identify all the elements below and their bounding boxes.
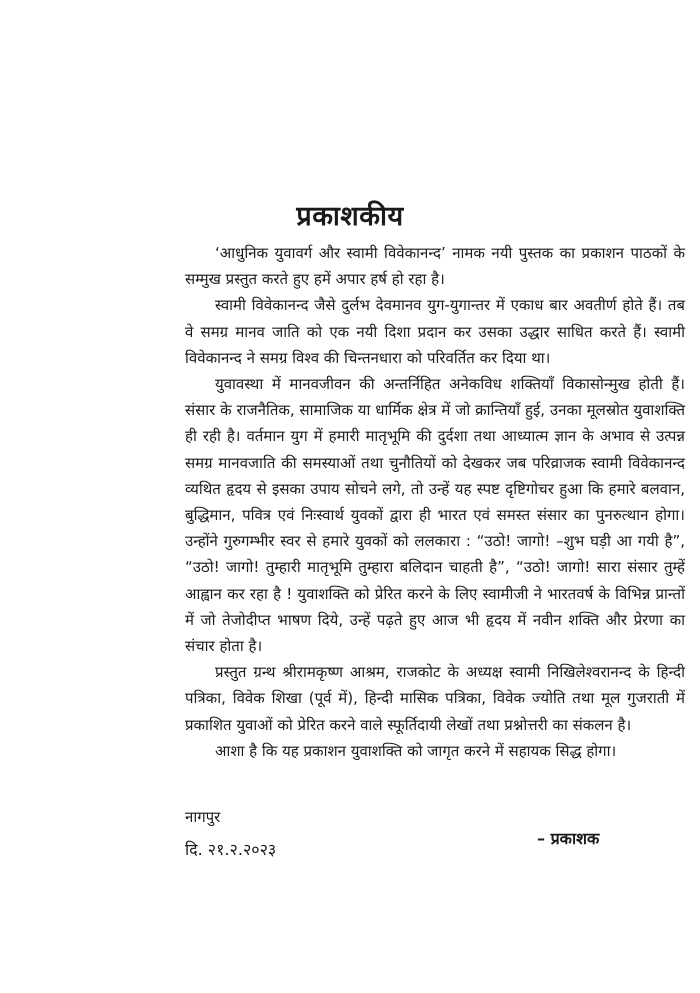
publisher-signature: – प्रकाशक — [537, 829, 600, 848]
paragraph-youth: युवावस्था में मानवजीवन की अन्तर्निहित अनेकविध शक्तियाँ विकासोन्मुख होती हैं। संसार के राजनैतिक, सामाजिक या धार्मिक क्षेत्र में जो क्रान्तियाँ हुई, उनका मूलस्रोत युवाशक्ति ही रही है। वर्तमान युग में हमारी मातृभूमि की दुर्दशा तथा आध्यात्म ज्ञान के अभाव से उत्पन्न समग्र मानवजाति की समस्याओं तथा चुनौतियों को देखकर जब परिव्राजक स्वामी विवेकानन्द व्यथित हृदय से इसका उपाय सोचने लगे, तो उन्हें यह स्पष्ट दृष्टिगोचर हुआ कि हमारे बलवान, बुद्धिमान, पवित्र एवं निःस्वार्थ युवकों द्वारा ही भारत एवं समस्त संसार का पुनरुत्थान होगा। उन्होंने गुरुगम्भीर स्वर से हमारे युवकों को ललकारा : “उठो! जागो! –शुभ घड़ी आ गयी है”, “उठो! जागो! तुम्हारी मातृभूमि तुम्हारा बलिदान चाहती है”, “उठो! जागो! सारा संसार तुम्हें आह्वान कर रहा है ! युवाशक्ति को प्रेरित करने के लिए स्वामीजी ने भारतवर्ष के विभिन्न प्रान्तों में जो तेजोदीप्त भाषण दिये, उन्हें पढ़ते हुए आज भी हृदय में नवीन शक्ति और प्रेरणा का संचार होता है। — [185, 375, 685, 656]
paragraph-closing: आशा है कि यह प्रकाशन युवाशक्ति को जागृत करने में सहायक सिद्ध होगा। — [215, 741, 617, 760]
date-row — [185, 829, 645, 867]
paragraph-intro: ‘आधुनिक युवावर्ग और स्वामी विवेकानन्द’ नामक नयी पुस्तक का प्रकाशन पाठकों के सम्मुख प्रस्तुत करते हुए हमें अपार हर्ष हो रहा है। — [185, 244, 685, 289]
paragraph-vivekananda: स्वामी विवेकानन्द जैसे दुर्लभ देवमानव युग-युगान्तर में एकाध बार अवतीर्ण होते हैं। तब वे समग्र मानव जाति को एक नयी दिशा प्रदान कर उसका उद्धार साधित करते हैं। स्वामी विवेकानन्द ने समग्र विश्व की चिन्तनधारा को परिवर्तित कर दिया था। — [185, 296, 685, 367]
page-title: प्रकाशकीय — [296, 201, 404, 232]
date: दि. २१.२.२०२३ — [185, 840, 277, 859]
footer — [185, 804, 645, 867]
place: नागपुर — [185, 808, 221, 826]
body-text — [185, 240, 685, 764]
paragraph-book-contents: प्रस्तुत ग्रन्थ श्रीरामकृष्ण आश्रम, राजकोट के अध्यक्ष स्वामी निखिलेश्वरानन्द के हिन्दी पत्रिका, विवेक शिखा (पूर्व में), हिन्दी मासिक पत्रिका, विवेक ज्योति तथा मूल गुजराती में प्रकाशित युवाओं को प्रेरित करने वाले स्फूर्तिदायी लेखों तथा प्रश्नोत्तरी का संकलन है। — [185, 663, 685, 734]
